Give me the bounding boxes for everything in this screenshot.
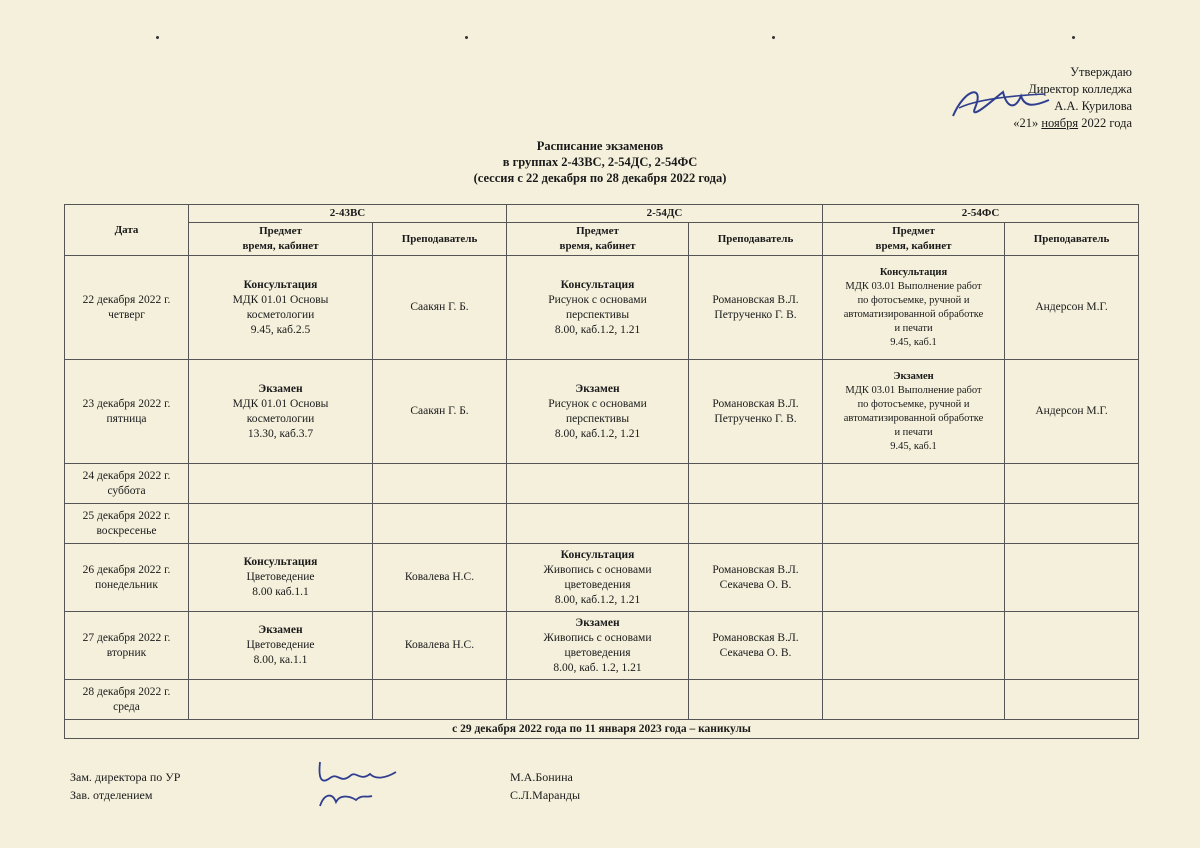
teacher-cell: Ковалева Н.С. (373, 544, 507, 612)
group-header: 2-43ВС (189, 205, 507, 223)
table-row (65, 504, 1139, 544)
subject-cell (189, 464, 373, 504)
approval-director: А.А. Курилова (1054, 99, 1132, 113)
approval-line: Директор колледжа (1028, 82, 1132, 96)
teacher-cell (689, 464, 823, 504)
subject-cell (823, 544, 1005, 612)
subject-cell (823, 680, 1005, 720)
subject-cell (823, 504, 1005, 544)
scan-dot (772, 36, 775, 39)
subject-cell: Консультация Рисунок с основами перспективы 8.00, каб.1.2, 1.21 (507, 256, 689, 360)
date-cell: 25 декабря 2022 г. воскресенье (65, 504, 189, 544)
subject-cell: Консультация Живопись с основами цветоведения 8.00, каб.1.2, 1.21 (507, 544, 689, 612)
footer-role: Зам. директора по УР (70, 770, 181, 784)
teacher-cell: Ковалева Н.С. (373, 612, 507, 680)
subject-header: Предмет время, кабинет (507, 223, 689, 256)
table-row (65, 680, 1139, 720)
date-cell: 28 декабря 2022 г. среда (65, 680, 189, 720)
footer-role: Зав. отделением (70, 788, 153, 802)
page-title (0, 138, 1200, 186)
teacher-cell (373, 680, 507, 720)
teacher-cell (373, 504, 507, 544)
subject-cell (189, 680, 373, 720)
teacher-cell: Андерсон М.Г. (1005, 256, 1139, 360)
subject-cell (823, 612, 1005, 680)
table-row (65, 256, 1139, 360)
teacher-cell (1005, 544, 1139, 612)
teacher-cell: Саакян Г. Б. (373, 360, 507, 464)
teacher-header: Преподаватель (1005, 223, 1139, 256)
teacher-header: Преподаватель (689, 223, 823, 256)
teacher-cell: Романовская В.Л. Петрученко Г. В. (689, 256, 823, 360)
subject-cell (507, 680, 689, 720)
table-row (65, 612, 1139, 680)
subject-cell (507, 504, 689, 544)
subject-cell: Консультация Цветоведение 8.00 каб.1.1 (189, 544, 373, 612)
teacher-cell (373, 464, 507, 504)
footer-name: М.А.Бонина (510, 770, 573, 784)
date-cell: 26 декабря 2022 г. понедельник (65, 544, 189, 612)
teacher-header: Преподаватель (373, 223, 507, 256)
date-cell: 27 декабря 2022 г. вторник (65, 612, 189, 680)
teacher-cell: Романовская В.Л. Секачева О. В. (689, 544, 823, 612)
director-signature (945, 78, 1055, 128)
footer-name: С.Л.Маранды (510, 788, 581, 802)
date-cell: 24 декабря 2022 г. суббота (65, 464, 189, 504)
title-line: Расписание экзаменов (536, 139, 664, 153)
holiday-cell: с 29 декабря 2022 года по 11 января 2023 года – каникулы (65, 720, 1139, 739)
group-header: 2-54ДС (507, 205, 823, 223)
holiday-row (65, 720, 1139, 739)
subject-cell (507, 464, 689, 504)
teacher-cell (689, 680, 823, 720)
footer-roles (70, 768, 180, 804)
group-header: 2-54ФС (823, 205, 1139, 223)
table-row (65, 544, 1139, 612)
title-line: в группах 2-43ВС, 2-54ДС, 2-54ФС (502, 155, 698, 169)
footer-names (510, 768, 580, 804)
date-cell: 22 декабря 2022 г. четверг (65, 256, 189, 360)
scan-dot (156, 36, 159, 39)
schedule-table (64, 204, 1139, 739)
subject-cell: Экзамен МДК 03.01 Выполнение работ по фотосъемке, ручной и автоматизированной обработке и печати 9.45, каб.1 (823, 360, 1005, 464)
subject-cell: Консультация МДК 03.01 Выполнение работ по фотосъемке, ручной и автоматизированной обработке и печати 9.45, каб.1 (823, 256, 1005, 360)
subject-cell: Экзамен Рисунок с основами перспективы 8.00, каб.1.2, 1.21 (507, 360, 689, 464)
title-line: (сессия с 22 декабря по 28 декабря 2022 года) (473, 171, 727, 185)
subject-cell (189, 504, 373, 544)
subject-cell (823, 464, 1005, 504)
subject-cell: Экзамен Живопись с основами цветоведения 8.00, каб. 1.2, 1.21 (507, 612, 689, 680)
footer-signatures (310, 750, 410, 820)
scan-dot (1072, 36, 1075, 39)
teacher-cell: Романовская В.Л. Петрученко Г. В. (689, 360, 823, 464)
subject-cell: Консультация МДК 01.01 Основы косметологии 9.45, каб.2.5 (189, 256, 373, 360)
teacher-cell (1005, 504, 1139, 544)
teacher-cell (1005, 680, 1139, 720)
teacher-cell (689, 504, 823, 544)
teacher-cell: Романовская В.Л. Секачева О. В. (689, 612, 823, 680)
subject-cell: Экзамен МДК 01.01 Основы косметологии 13.30, каб.3.7 (189, 360, 373, 464)
date-cell: 23 декабря 2022 г. пятница (65, 360, 189, 464)
teacher-cell (1005, 612, 1139, 680)
approval-line: Утверждаю (1070, 65, 1132, 79)
subject-header: Предмет время, кабинет (823, 223, 1005, 256)
subject-header: Предмет время, кабинет (189, 223, 373, 256)
approval-date: «21» ноября 2022 года (1013, 116, 1132, 130)
scan-dot (465, 36, 468, 39)
table-row (65, 360, 1139, 464)
teacher-cell: Саакян Г. Б. (373, 256, 507, 360)
teacher-cell: Андерсон М.Г. (1005, 360, 1139, 464)
teacher-cell (1005, 464, 1139, 504)
subject-cell: Экзамен Цветоведение 8.00, ка.1.1 (189, 612, 373, 680)
date-header: Дата (65, 205, 189, 256)
table-row (65, 464, 1139, 504)
